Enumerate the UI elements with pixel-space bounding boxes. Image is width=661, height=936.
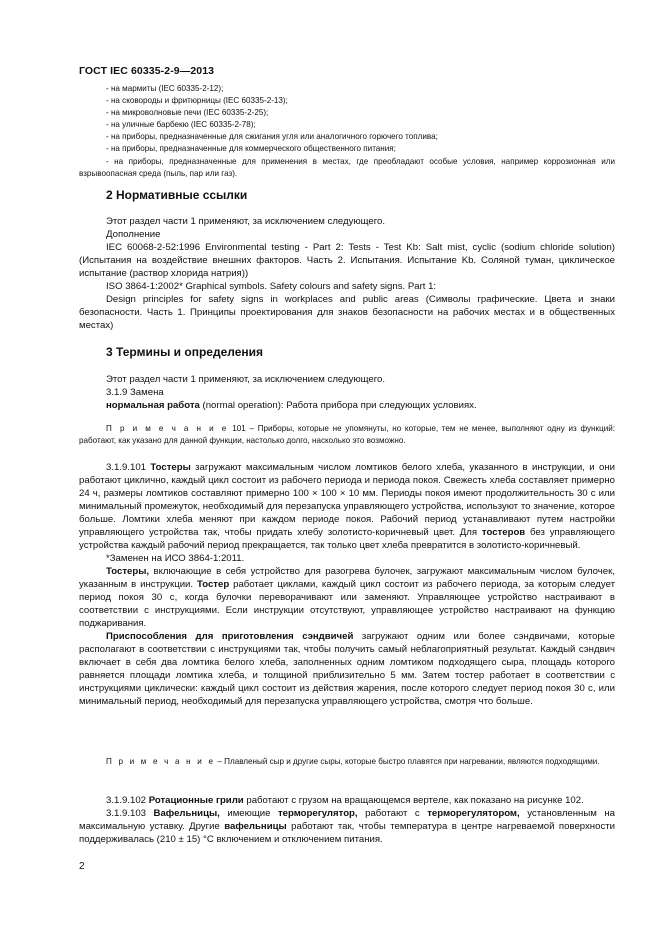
term-bold: терморегулятором, bbox=[427, 808, 520, 819]
note-label: П р и м е ч а н и е bbox=[106, 424, 229, 433]
reference-iso-3864-title: Design principles for safety signs in workplaces and public areas (Символы графические. Цвета и знаки безопасности. Часть 1. Принципы проектирования для знаков безопасности на рабочих местах и в общественных местах) bbox=[79, 294, 615, 331]
section-2-intro: Этот раздел части 1 применяют, за исключением следующего. bbox=[106, 216, 386, 227]
paragraph-text: установленным на максимальную уставку. Другие bbox=[79, 808, 615, 832]
paragraph-3-1-9-102 bbox=[79, 794, 615, 807]
paragraph-text: работают с грузом на вращающемся вертеле, как показано на рисунке 102. bbox=[243, 795, 584, 806]
paragraph-text: включающие в себя устройство для разогрева булочек, загружают максимальным числом булочек, указанным в инструкции. bbox=[79, 566, 615, 590]
paragraph-text: загружают одним или более сэндвичами, которые располагают в соответствии с инструкциями так, чтобы получить самый неблагоприятный результат. Каждый сэндвич включает в себя два ломтика белого хлеба, заполненных одним ломтиком подходящего сыра, площадь которого равняется площади ломтика хлеба, и толщиной приблизительно 5 мм. Затем тостер работает в соответствии с инструкциями циклически: каждый цикл состоит из действия жарения, после которого следует период покоя 30 с, или минимальный период, необходимый для перезапуска управляющего устройства, смотря что больше. bbox=[79, 631, 615, 707]
note-text: – Плавленый сыр и другие сыры, которые быстро плавятся при нагревании, являются подходящими. bbox=[215, 757, 600, 766]
note-cheese bbox=[79, 756, 615, 768]
term-bold: Тостеры bbox=[150, 462, 191, 473]
section-3-heading: 3 Термины и определения bbox=[106, 345, 264, 359]
note-text: 101 – Приборы, которые не упомянуты, но которые, тем не менее, выполняют одну из функций: работают, как указано для данной функции, настолько долго, насколько это возможно. bbox=[79, 424, 615, 445]
footnote: *Заменен на ИСО 3864-1:2011. bbox=[106, 553, 245, 564]
term-rest: (normal operation): Работа прибора при следующих условиях. bbox=[199, 400, 477, 411]
paragraph-text: загружают максимальным числом ломтиков белого хлеба, указанного в инструкции, и они работают циклично, каждый цикл состоит из рабочего периода и периода покоя. Свежесть хлеба составляет примерно 24 ч, размеры ломтиков составляют примерно 100 × 100 × 10 мм. Периоды покоя имеют продолжительность 30 с или минимальный промежуток, необходимый для перезапуска управляющего устройства, используют то значение, которое больше. Ломтики хлеба меняют при каждом периоде покоя. Рабочий период устанавливают путем настройки управляющего устройства так, чтобы придать хлебу золотисто-коричневый цвет. Для bbox=[79, 462, 615, 538]
list-item: - на приборы, предназначенные для применения в местах, где преобладают особые условия, например коррозионная или взрывоопасная среда (пыль, пар или газ). bbox=[79, 156, 615, 178]
paragraph-3-1-9-103 bbox=[79, 807, 615, 846]
section-2-addition: Дополнение bbox=[106, 229, 161, 240]
section-2-heading: 2 Нормативные ссылки bbox=[106, 188, 248, 202]
document-header: ГОСТ IEC 60335-2-9—2013 bbox=[79, 65, 215, 77]
term-bold: Вафельницы, bbox=[153, 808, 220, 819]
paragraph-bun-toasters bbox=[79, 565, 615, 630]
clause-number: 3.1.9.102 bbox=[106, 795, 149, 806]
section-2-body bbox=[79, 215, 615, 332]
page-number: 2 bbox=[79, 861, 85, 872]
paragraph-sandwich bbox=[79, 630, 615, 708]
paragraph-text: работает циклами, каждый цикл состоит из рабочего периода, за которым следует период покоя 30 с, когда булочки переворачивают или заменяют. Управляющее устройство настраивают в соответствии с инструкциями. Если инструкции отсутствуют, управляющее устройство настраивают на функцию поджаривания. bbox=[79, 579, 616, 629]
note-label: П р и м е ч а н и е bbox=[106, 757, 216, 766]
section-3-intro: Этот раздел части 1 применяют, за исключением следующего. bbox=[106, 374, 386, 385]
term-bold: Тостер bbox=[196, 579, 230, 590]
list-item: - на уличные барбекю (IEC 60335-2-78); bbox=[106, 120, 256, 130]
paragraph-3-1-9-101 bbox=[79, 461, 615, 552]
list-item: - на сковороды и фритюрницы (IEC 60335-2-13); bbox=[106, 96, 288, 106]
term-bold: Тостеры, bbox=[106, 566, 150, 577]
list-item: - на приборы, предназначенные для сжигания угля или аналогичного горючего топлива; bbox=[106, 132, 438, 142]
section-3-body-end bbox=[79, 794, 615, 846]
list-item: - на микроволновые печи (IEC 60335-2-25); bbox=[106, 108, 269, 118]
term-bold: Приспособления для приготовления сэндвичей bbox=[106, 631, 354, 642]
clause-number: 3.1.9.103 bbox=[106, 808, 154, 819]
exclusion-list bbox=[79, 83, 615, 180]
list-item: - на мармиты (IEC 60335-2-12); bbox=[106, 84, 224, 93]
normal-operation-definition bbox=[79, 399, 615, 412]
paragraph-text: имеющие bbox=[219, 808, 278, 819]
reference-iec-60068: IEC 60068-2-52:1996 Environmental testing - Part 2: Tests - Test Kb: Salt mist, cyclic (sodium chloride solution) (Испытания на воздействие внешних факторов. Часть 2. Испытания. Испытание Kb. Соляной туман, циклическое испытание (раствор хлорида натрия)) bbox=[79, 242, 615, 279]
section-3-intro-block bbox=[79, 373, 615, 412]
section-3-body bbox=[79, 461, 615, 708]
paragraph-text: без управляющего устройства каждый рабочий период прекращается, так только цвет хлеба превратится в золотисто-коричневый. bbox=[79, 527, 616, 551]
term-bold: терморегулятор, bbox=[277, 808, 358, 819]
list-item: - на приборы, предназначенные для коммерческого общественного питания; bbox=[106, 144, 396, 154]
term-bold: вафельницы bbox=[224, 821, 287, 832]
term-bold: нормальная работа bbox=[106, 400, 200, 411]
paragraph-text: работают с bbox=[357, 808, 428, 819]
note-101 bbox=[79, 423, 615, 446]
clause-3-1-9: 3.1.9 Замена bbox=[106, 387, 164, 398]
clause-number: 3.1.9.101 bbox=[106, 462, 151, 473]
reference-iso-3864: ISO 3864-1:2002* Graphical symbols. Safety colours and safety signs. Part 1: bbox=[106, 281, 437, 292]
paragraph-text: работают так, чтобы температура в центре нагреваемой поверхности поддерживалась (210 ± 15) °С включением и отключением питания. bbox=[79, 821, 615, 845]
term-bold: тостеров bbox=[481, 527, 526, 538]
term-bold: Ротационные грили bbox=[148, 795, 244, 806]
